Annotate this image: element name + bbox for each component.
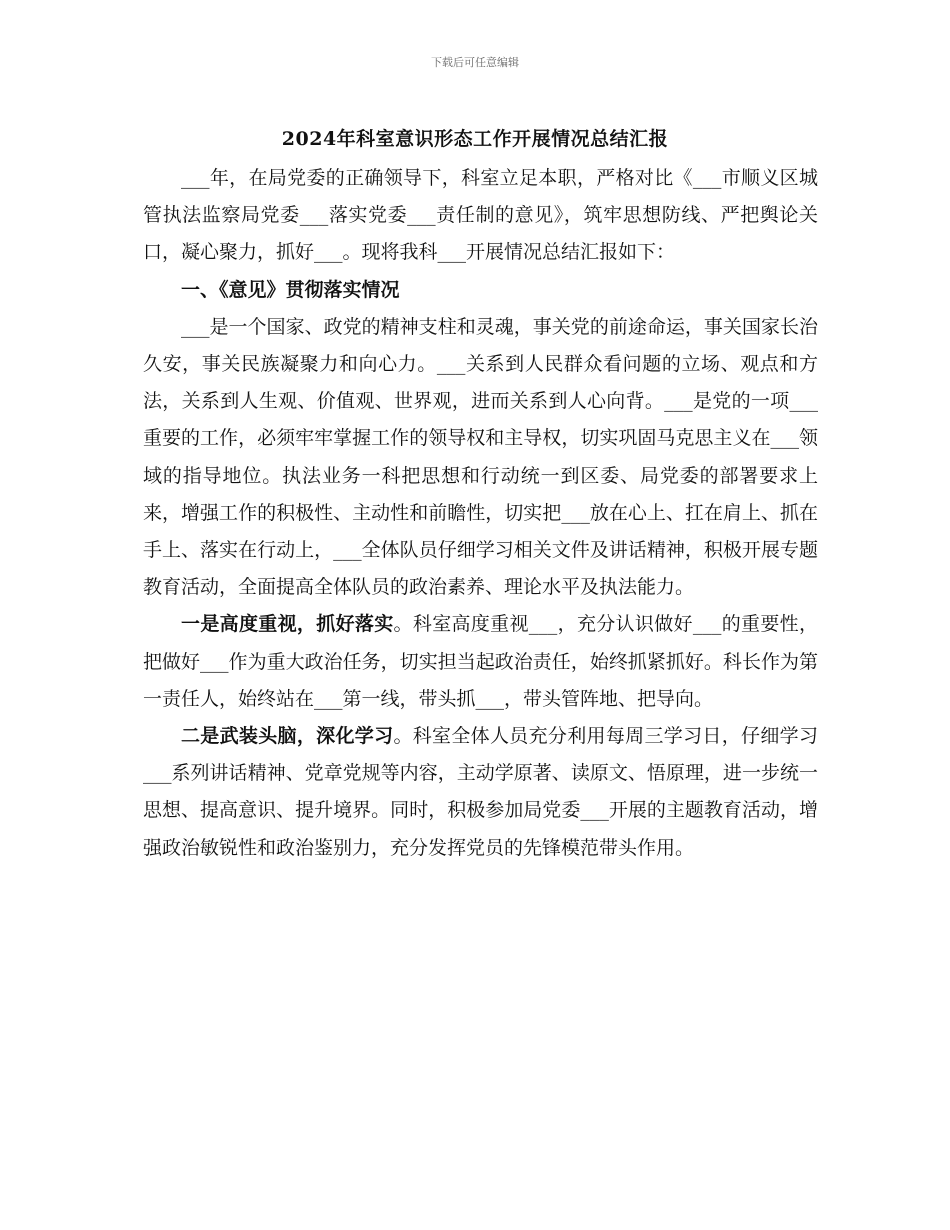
intro-paragraph: [143, 160, 818, 272]
header-note: 下载后可任意编辑: [431, 56, 519, 69]
paragraph-text: 。科室全体人员充分利用每周三学习日，仔细学习___系列讲话精神、党章党规等内容，主动学原著、读原文、悟原理，进一步统一思想、提高意识、提升境界。同时，积极参加局党委___开展的主题教育活动，增强政治敏锐性和政治鉴别力，充分发挥党员的先锋模范带头作用。: [143, 725, 818, 859]
paragraph-text: ___是一个国家、政党的精神支柱和灵魂，事关党的前途命运，事关国家长治久安，事关民族凝聚力和向心力。___关系到人民群众看问题的立场、观点和方法，关系到人生观、价值观、世界观，进而关系到人心向背。___是党的一项___重要的工作，必须牢牢掌握工作的领导权和主导权，切实巩固马克思主义在___领域的指导地位。执法业务一科把思想和行动统一到区委、局党委的部署要求上来，增强工作的积极性、主动性和前瞻性，切实把___放在心上、扛在肩上、抓在手上、落实在行动上，___全体队员仔细学习相关文件及讲话精神，积极开展专题教育活动，全面提高全体队员的政治素养、理论水平及执法能力。: [143, 315, 818, 599]
point-lead: 一是高度重视，抓好落实: [181, 613, 394, 636]
paragraph-text: 。科室高度重视___，充分认识做好___的重要性，把做好___作为重大政治任务，切实担当起政治责任，始终抓紧抓好。科长作为第一责任人，始终站在___第一线，带头抓___，带头管阵地、把导向。: [143, 613, 818, 710]
document-body: [143, 160, 818, 867]
section-heading-text: 一、《意见》贯彻落实情况: [181, 278, 400, 301]
body-paragraph: [143, 309, 818, 607]
point-paragraph-2: [143, 718, 818, 867]
paragraph-text: ___年，在局党委的正确领导下，科室立足本职，严格对比《___市顺义区城管执法监察局党委___落实党委___责任制的意见》，筑牢思想防线、严把舆论关口，凝心聚力，抓好___。现将我科___开展情况总结汇报如下：: [143, 167, 818, 264]
section-heading: [143, 272, 818, 309]
document-title: 2024年科室意识形态工作开展情况总结汇报: [281, 128, 669, 150]
point-paragraph-1: [143, 606, 818, 718]
point-lead: 二是武装头脑，深化学习: [181, 725, 394, 748]
